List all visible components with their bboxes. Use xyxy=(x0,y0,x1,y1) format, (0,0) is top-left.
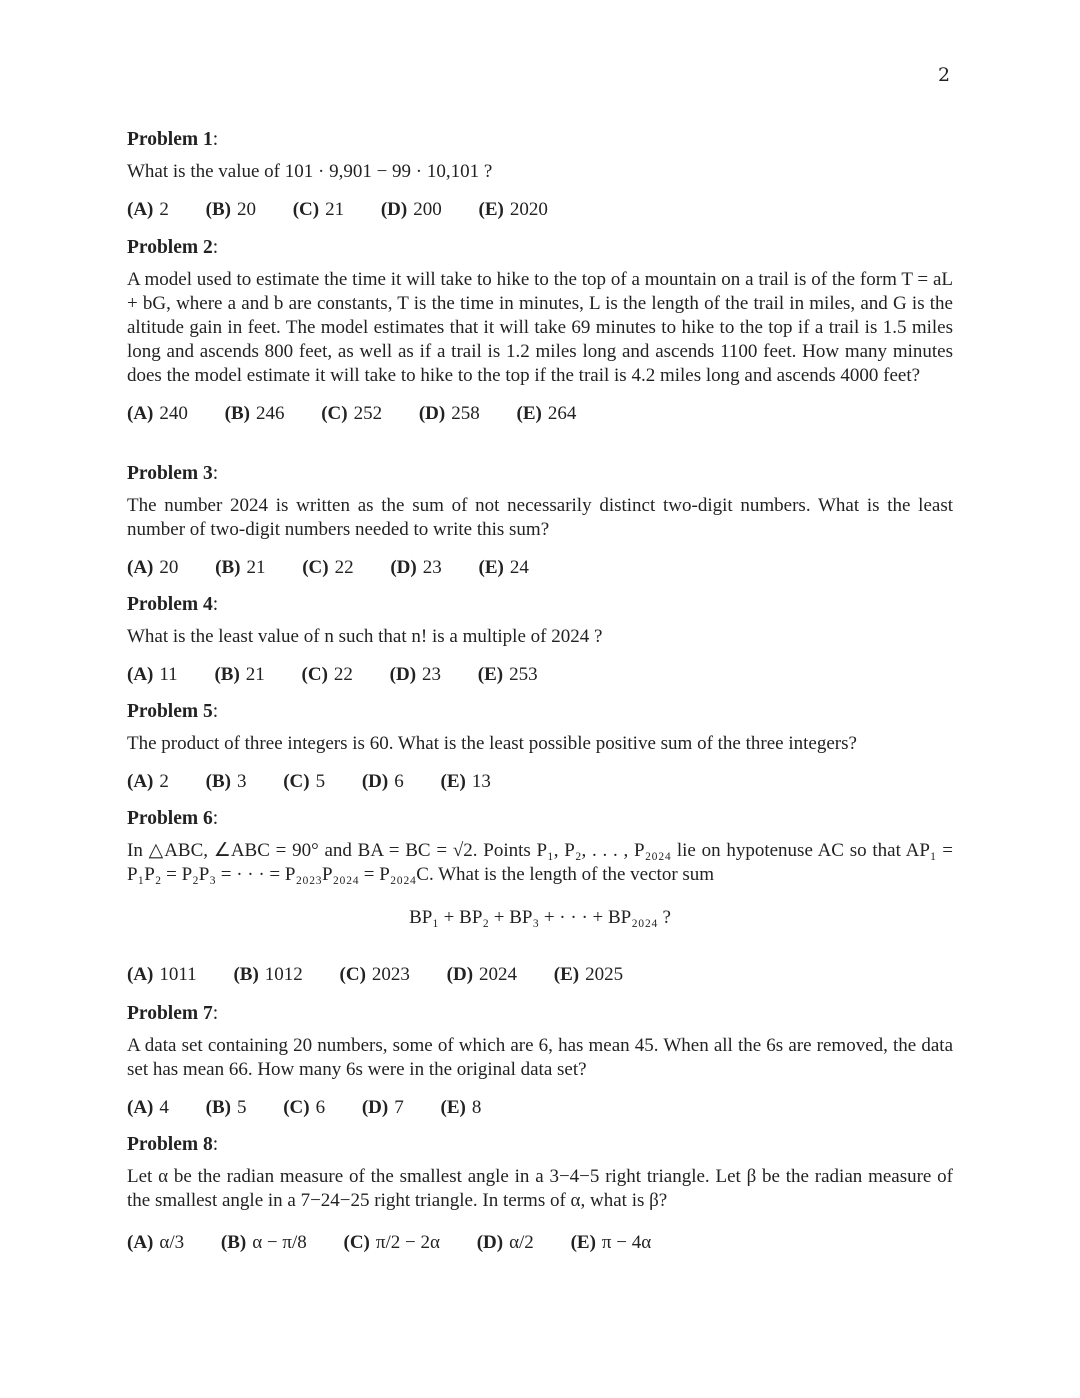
choice-e: (E) 13 xyxy=(440,771,491,792)
choice-c: (C) 252 xyxy=(321,403,383,424)
answer-choices xyxy=(127,556,953,580)
choice-e: (E) 2025 xyxy=(553,964,624,985)
choice-d: (D) 7 xyxy=(361,1097,404,1118)
problem-4 xyxy=(127,593,953,687)
choice-a: (A) 20 xyxy=(127,557,179,578)
answer-choices xyxy=(127,963,953,987)
choice-a: (A) 2 xyxy=(127,199,169,220)
problem-text: In △ABC, ∠ABC = 90° and BA = BC = √2. Points P₁, P₂, . . . , P₂₀₂₄ lie on hypotenuse AC so that AP₁ = P₁P₂ = P₂P₃ = · · · = P₂₀₂₃P₂₀₂₄ = P₂₀₂₄C. What is the length of the vector sum xyxy=(127,840,953,885)
choice-b: (B) 3 xyxy=(205,771,247,792)
choice-c: (C) 22 xyxy=(302,557,354,578)
answer-choices xyxy=(127,1096,953,1120)
problem-text: What is the least value of n such that n! is a multiple of 2024 ? xyxy=(127,626,603,647)
choice-c: (C) 22 xyxy=(301,664,353,685)
choice-d: (D) 23 xyxy=(390,557,442,578)
choice-c: (C) 5 xyxy=(283,771,326,792)
problem-title: Problem 4: xyxy=(127,594,219,615)
problem-text: The product of three integers is 60. What is the least possible positive sum of the three integers? xyxy=(127,733,857,754)
problem-text: A model used to estimate the time it will take to hike to the top of a mountain on a trail is of the form T = aL + bG, where a and b are constants, T is the time in minutes, L is the length of the trail in miles, and G is the altitude gain in feet. The model estimates that it will take 69 minutes to hike to the top if a trail is 1.5 miles long and ascends 800 feet, as well as if a trail is 1.2 miles long and ascends 1100 feet. How many minutes does the model estimate it will take to hike to the top if the trail is 4.2 miles long and ascends 4000 feet? xyxy=(127,269,953,386)
problem-text: A data set containing 20 numbers, some of which are 6, has mean 45. When all the 6s are removed, the data set has mean 66. How many 6s were in the original data set? xyxy=(127,1035,953,1080)
choice-b: (B) 21 xyxy=(214,664,265,685)
choice-b: (B) 20 xyxy=(205,199,256,220)
problem-1 xyxy=(127,128,953,222)
choice-a: (A) 240 xyxy=(127,403,188,424)
problem-text: What is the value of 101 · 9,901 − 99 · 10,101 ? xyxy=(127,161,493,182)
problem-title: Problem 1: xyxy=(127,129,219,150)
choice-c: (C) 21 xyxy=(292,199,345,220)
choice-e: (E) 8 xyxy=(440,1097,482,1118)
answer-choices xyxy=(127,198,953,222)
problem-title: Problem 3: xyxy=(127,463,219,484)
problem-8 xyxy=(127,1133,953,1255)
choice-c: (C) 6 xyxy=(283,1097,326,1118)
choice-a: (A) 11 xyxy=(127,664,178,685)
choice-d: (D) 6 xyxy=(361,771,404,792)
choice-b: (B) 1012 xyxy=(233,964,303,985)
choice-a: (A) 2 xyxy=(127,771,169,792)
problem-5 xyxy=(127,700,953,794)
choice-d: (D) 258 xyxy=(418,403,480,424)
vector-sum-equation: BP₁ + BP₂ + BP₃ + · · · + BP₂₀₂₄ ? xyxy=(409,907,671,928)
choice-e: (E) 24 xyxy=(478,557,529,578)
choice-b: (B) 21 xyxy=(215,557,266,578)
problem-title: Problem 8: xyxy=(127,1134,219,1155)
choice-e: (E) 264 xyxy=(516,403,577,424)
problem-title: Problem 5: xyxy=(127,701,219,722)
problem-title: Problem 2: xyxy=(127,237,219,258)
answer-choices xyxy=(127,770,953,794)
choice-b: (B) α − π/8 xyxy=(220,1232,307,1253)
problem-title: Problem 7: xyxy=(127,1003,219,1024)
problem-7 xyxy=(127,1002,953,1120)
page-number: 2 xyxy=(938,64,951,86)
answer-choices xyxy=(127,663,953,687)
problem-title: Problem 6: xyxy=(127,808,219,829)
problem-3 xyxy=(127,462,953,580)
choice-b: (B) 5 xyxy=(205,1097,247,1118)
choice-c: (C) 2023 xyxy=(339,964,410,985)
choice-b: (B) 246 xyxy=(224,403,285,424)
answer-choices xyxy=(127,1231,953,1255)
problem-text: Let α be the radian measure of the smallest angle in a 3−4−5 right triangle. Let β be the radian measure of the smallest angle in a 7−24−25 right triangle. In terms of α, what is β? xyxy=(127,1166,953,1211)
choice-d: (D) 200 xyxy=(380,199,442,220)
answer-choices xyxy=(127,402,953,426)
problem-6 xyxy=(127,807,953,987)
choice-d: (D) α/2 xyxy=(476,1232,534,1253)
choice-d: (D) 2024 xyxy=(446,964,518,985)
choice-e: (E) 253 xyxy=(477,664,538,685)
choice-c: (C) π/2 − 2α xyxy=(343,1232,440,1253)
choice-e: (E) π − 4α xyxy=(570,1232,652,1253)
problem-2 xyxy=(127,236,953,426)
choice-a: (A) 1011 xyxy=(127,964,197,985)
choice-a: (A) 4 xyxy=(127,1097,169,1118)
choice-a: (A) α/3 xyxy=(127,1232,185,1253)
problem-text: The number 2024 is written as the sum of not necessarily distinct two-digit numbers. What is the least number of two-digit numbers needed to write this sum? xyxy=(127,495,953,540)
choice-d: (D) 23 xyxy=(389,664,442,685)
choice-e: (E) 2020 xyxy=(478,199,548,220)
